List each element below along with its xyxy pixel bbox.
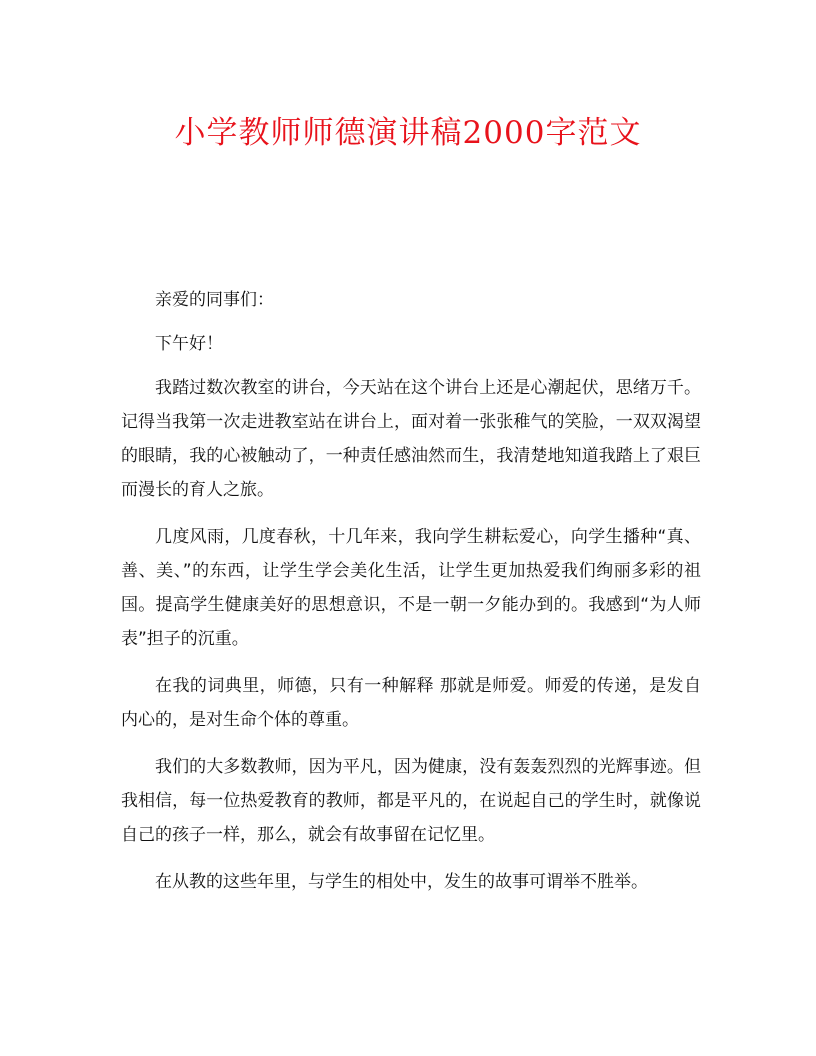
paragraph: 在从教的这些年里，与学生的相处中，发生的故事可谓举不胜举。 bbox=[155, 872, 648, 892]
document-title: 小学教师师德演讲稿2000字范文 bbox=[174, 115, 642, 151]
greeting: 下午好！ bbox=[155, 334, 223, 354]
document-body bbox=[121, 283, 701, 912]
salutation: 亲爱的同事们： bbox=[155, 290, 274, 310]
paragraph: 我踏过数次教室的讲台，今天站在这个讲台上还是心潮起伏，思绪万千。记得当我第一次走进教室站在讲台上，面对着一张张稚气的笑脸，一双双渴望的眼睛，我的心被触动了，一种责任感油然而生，我清楚地知道我踏上了艰巨而漫长的育人之旅。 bbox=[121, 378, 701, 500]
paragraph: 在我的词典里，师德，只有一种解释 那就是师爱。师爱的传递，是发自内心的，是对生命个体的尊重。 bbox=[121, 676, 701, 730]
paragraph: 我们的大多数教师，因为平凡，因为健康，没有轰轰烈烈的光辉事迹。但我相信，每一位热爱教育的教师，都是平凡的，在说起自己的学生时，就像说自己的孩子一样，那么，就会有故事留在记忆里。 bbox=[121, 757, 701, 845]
paragraph: 几度风雨，几度春秋，十几年来，我向学生耕耘爱心，向学生播种“真、善、美、”的东西，让学生学会美化生活，让学生更加热爱我们绚丽多彩的祖国。提高学生健康美好的思想意识，不是一朝一夕能办到的。我感到“为人师表”担子的沉重。 bbox=[121, 527, 701, 649]
